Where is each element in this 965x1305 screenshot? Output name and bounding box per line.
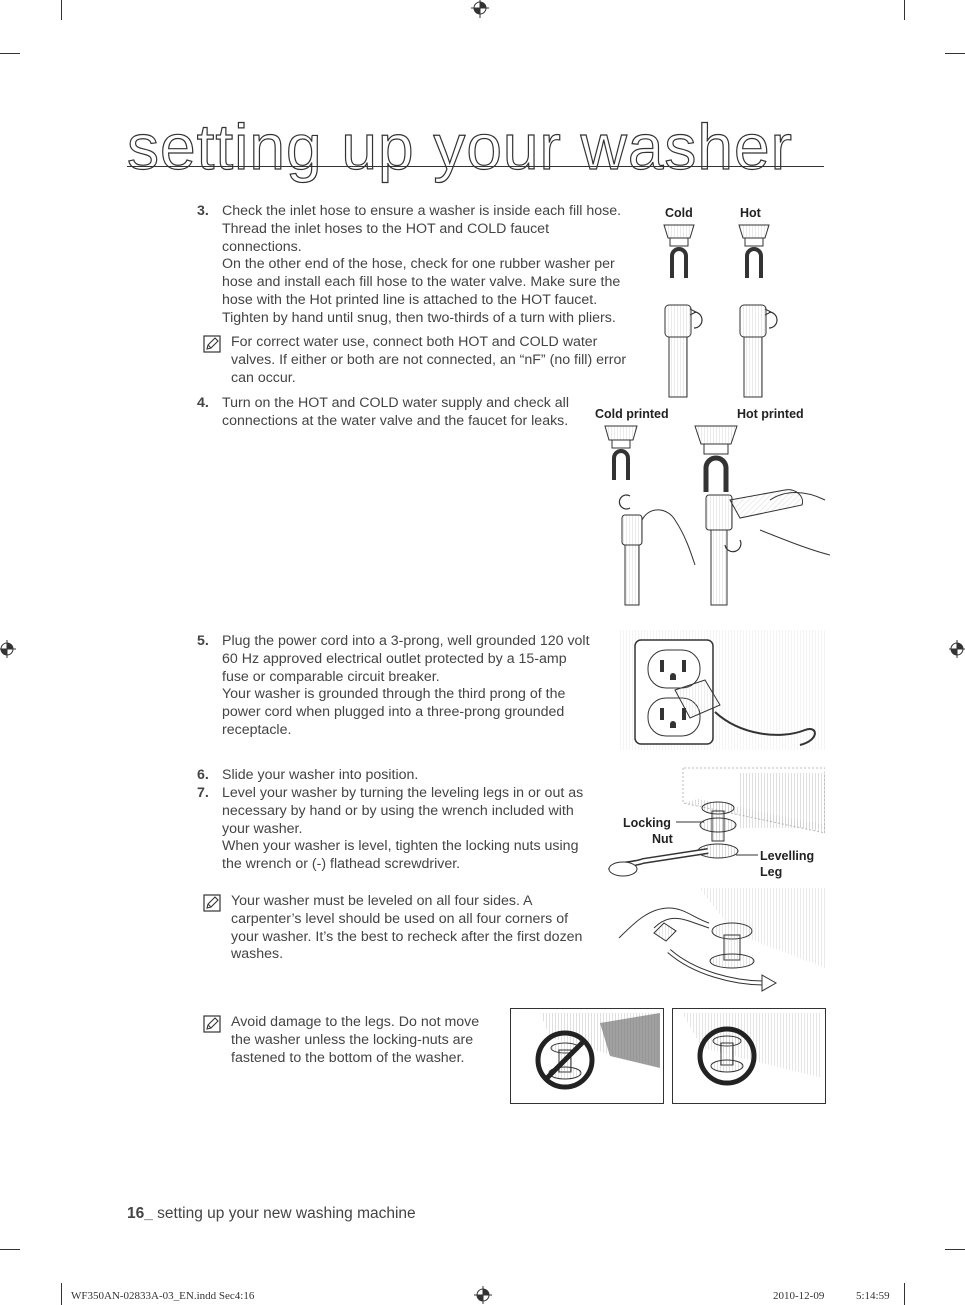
crop-mark xyxy=(61,1283,62,1305)
note-line: valves. If either or both are not connected, an “nF” (no fill) error xyxy=(231,351,627,368)
note-line: can occur. xyxy=(231,369,296,386)
crop-mark xyxy=(0,53,20,54)
step-line: the wrench or (-) flathead screwdriver. xyxy=(222,856,461,873)
step-6 xyxy=(197,767,617,785)
hot-faucet-connector xyxy=(739,225,769,278)
levelling-hand-illustration xyxy=(614,883,825,995)
print-time: 5:14:59 xyxy=(856,1290,890,1302)
note-line: fastened to the bottom of the washer. xyxy=(231,1049,465,1066)
step-line: Slide your washer into position. xyxy=(222,767,419,783)
outlet-illustration xyxy=(620,630,825,750)
registration-mark-icon xyxy=(945,638,965,660)
cold-label: Cold xyxy=(665,206,693,220)
crop-mark xyxy=(945,1249,965,1250)
step-line: receptacle. xyxy=(222,721,292,738)
cold-printed-label: Cold printed xyxy=(595,407,669,421)
step-line: Check the inlet hose to ensure a washer is inside each fill hose. xyxy=(222,203,622,219)
step-7 xyxy=(197,785,617,874)
step-line: 60 Hz approved electrical outlet protected by a 15-amp xyxy=(222,650,567,667)
step-line: Your washer is grounded through the third prong of the xyxy=(222,686,566,703)
note-line: washes. xyxy=(231,946,284,963)
title-rule xyxy=(127,166,824,167)
levelling-label: Levelling xyxy=(760,849,815,863)
print-date: 2010-12-09 xyxy=(773,1290,825,1302)
note-3 xyxy=(203,1014,503,1067)
step-line: hose and install each fill hose to the water valve. Make sure the xyxy=(222,274,621,291)
cold-valve-connection xyxy=(605,426,642,605)
hand-with-pliers xyxy=(642,490,830,565)
hose-illustration xyxy=(590,200,830,610)
note-line: carpenter’s level should be used on all four corners of xyxy=(231,910,569,927)
step-line: hose with the Hot printed line is attached to the HOT faucet. xyxy=(222,291,598,308)
registration-mark-icon xyxy=(469,0,491,20)
step-line: connections. xyxy=(222,238,302,255)
nut-label: Nut xyxy=(652,832,673,846)
step-number: 6. xyxy=(197,767,209,783)
step-number: 4. xyxy=(197,395,209,411)
hot-label: Hot xyxy=(740,206,761,220)
hot-printed-label: Hot printed xyxy=(737,407,804,421)
note-line: For correct water use, connect both HOT and COLD water xyxy=(231,334,598,350)
note-line: the washer unless the locking-nuts are xyxy=(231,1031,474,1048)
note-pencil-icon xyxy=(203,894,221,912)
step-line: Level your washer by turning the leveling legs in or out as xyxy=(222,785,584,801)
locking-label: Locking xyxy=(623,816,671,830)
step-line: Thread the inlet hoses to the HOT and COLD faucet xyxy=(222,220,550,237)
step-line: power cord when plugged into a three-prong grounded xyxy=(222,704,565,721)
step-line: Turn on the HOT and COLD water supply and check all xyxy=(222,395,569,411)
hot-valve-connection xyxy=(695,426,741,605)
leg-label: Leg xyxy=(760,865,783,879)
step-line: When your washer is level, tighten the locking nuts using xyxy=(222,838,579,855)
note-1 xyxy=(203,334,643,387)
page-footer xyxy=(127,1205,416,1223)
step-number: 5. xyxy=(197,633,209,649)
note-pencil-icon xyxy=(203,1015,221,1033)
note-line: Avoid damage to the legs. Do not move xyxy=(231,1014,480,1030)
registration-mark-icon xyxy=(0,638,18,660)
page-title: setting up your washer xyxy=(127,111,793,183)
step-4 xyxy=(197,395,597,431)
note-line: your washer. It’s the best to recheck after the first dozen xyxy=(231,928,583,945)
footer-text: setting up your new washing machine xyxy=(152,1205,416,1222)
note-pencil-icon xyxy=(203,335,221,353)
note-line: Your washer must be leveled on all four sides. A xyxy=(231,893,533,909)
step-number: 7. xyxy=(197,785,209,801)
step-line: connections at the water valve and the faucet for leaks. xyxy=(222,412,569,429)
step-line: Tighten by hand until snug, then two-thirds of a turn with pliers. xyxy=(222,309,616,326)
print-file-slug: WF350AN-02833A-03_EN.indd Sec4:16 xyxy=(71,1290,255,1302)
cold-hose xyxy=(665,305,702,397)
hot-hose xyxy=(740,305,777,397)
step-line: Plug the power cord into a 3-prong, well grounded 120 volt xyxy=(222,633,590,649)
registration-mark-icon xyxy=(472,1283,494,1305)
correct-leg-illustration xyxy=(672,1008,826,1104)
crop-mark xyxy=(904,1283,905,1305)
step-line: your washer. xyxy=(222,820,303,837)
wrong-leg-illustration xyxy=(510,1008,664,1104)
crop-mark xyxy=(904,0,905,20)
levelling-leg-illustration xyxy=(608,763,825,883)
crop-mark xyxy=(61,0,62,20)
crop-mark xyxy=(0,1249,20,1250)
cold-faucet-connector xyxy=(664,225,694,278)
note-2 xyxy=(203,893,613,964)
step-5 xyxy=(197,633,627,740)
crop-mark xyxy=(945,53,965,54)
page-number: 16_ xyxy=(127,1205,153,1222)
step-line: necessary by hand or by using the wrench included with xyxy=(222,802,574,819)
step-number: 3. xyxy=(197,203,209,219)
step-line: fuse or comparable circuit breaker. xyxy=(222,668,440,685)
step-3 xyxy=(197,203,647,328)
step-line: On the other end of the hose, check for one rubber washer per xyxy=(222,256,615,273)
